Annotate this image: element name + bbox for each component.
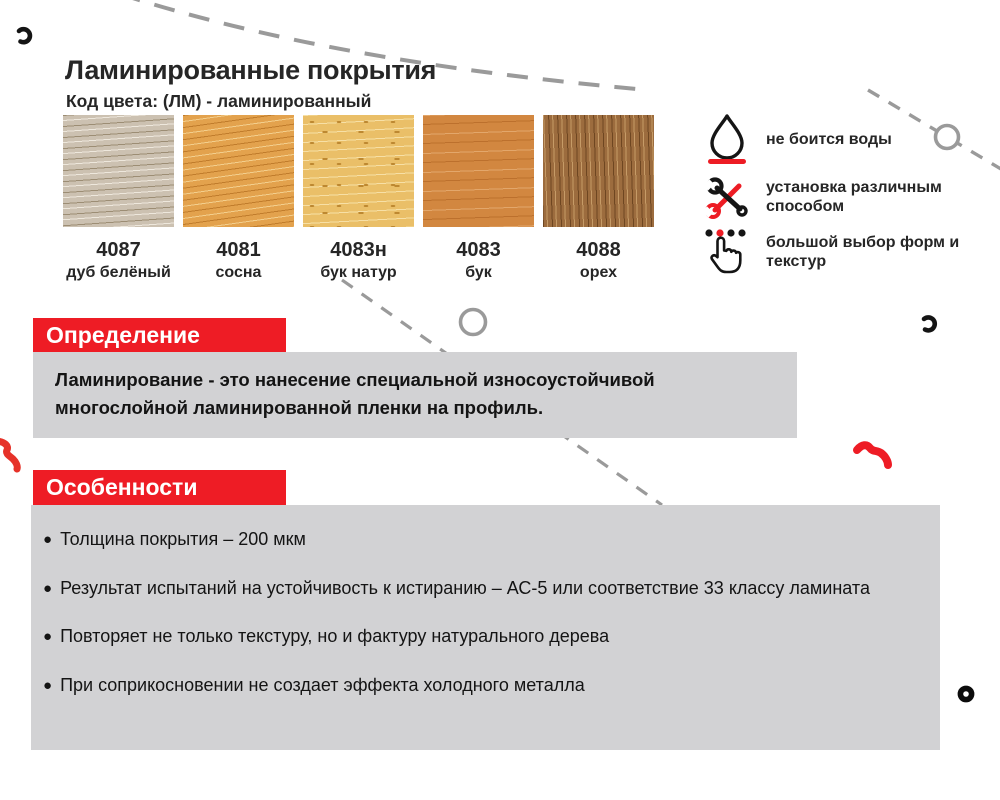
feature-label: большой выбор форм и текстур xyxy=(766,234,960,270)
bullet-icon: ● xyxy=(43,677,53,694)
swatch-4087 xyxy=(63,115,174,282)
bullet-icon: ● xyxy=(43,628,53,645)
swatch-name: дуб белёный xyxy=(66,264,171,281)
feature-row-water xyxy=(704,112,964,166)
feature-label: установка различным способом xyxy=(766,179,942,215)
swatch-4088 xyxy=(543,115,654,282)
swatch-name: бук натур xyxy=(320,264,397,281)
swatch-name: орех xyxy=(579,264,618,281)
feature-row-install xyxy=(704,175,964,219)
swatch-name: бук xyxy=(465,264,492,281)
definition-heading: Определение xyxy=(33,318,286,353)
feature-bullet-item xyxy=(43,525,888,555)
feature-bullet-item xyxy=(43,671,888,701)
feature-label: не боится воды xyxy=(766,130,892,148)
swatch-code: 4081 xyxy=(216,239,261,261)
hand-pointer-icon xyxy=(704,228,750,276)
definition-text: Ламинирование - это нанесение специальной износоустойчивой многослойной ламинированной пленки на профиль. xyxy=(55,369,655,418)
subtitle-suffix: - ламинированный xyxy=(201,91,372,111)
definition-panel xyxy=(33,352,797,438)
feature-text: При соприкосновении не создает эффекта холодного металла xyxy=(60,675,585,695)
wood-sample-tile xyxy=(63,115,174,227)
feature-bullet-item xyxy=(43,622,888,652)
swatch-code: 4087 xyxy=(96,239,141,261)
features-heading: Особенности xyxy=(33,470,286,505)
feature-text: Толщина покрытия – 200 мкм xyxy=(60,529,306,549)
wood-sample-tile xyxy=(423,115,534,227)
color-code-subtitle xyxy=(66,91,371,112)
swatch-code: 4088 xyxy=(576,239,621,261)
swatch-4081 xyxy=(183,115,294,282)
feature-text: Результат испытаний на устойчивость к истиранию – АС-5 или соответствие 33 классу ламината xyxy=(60,578,870,598)
feature-row-choice xyxy=(704,228,964,276)
swatch-name: сосна xyxy=(215,264,262,281)
page-title: Ламинированные покрытия xyxy=(65,55,437,85)
wood-sample-tile xyxy=(303,115,414,227)
subtitle-prefix: Код цвета: xyxy=(66,91,163,111)
swatch-code: 4083 xyxy=(456,239,501,261)
wood-sample-tile xyxy=(543,115,654,227)
swatch-4083 xyxy=(423,115,534,282)
icon-feature-list xyxy=(704,112,964,276)
bullet-icon: ● xyxy=(43,531,53,548)
crossed-wrenches-icon xyxy=(704,175,750,219)
subtitle-code: (ЛМ) xyxy=(162,91,202,111)
water-drop-icon xyxy=(704,112,750,166)
bullet-icon: ● xyxy=(43,580,53,597)
feature-bullet-item xyxy=(43,574,888,604)
swatch-code: 4083н xyxy=(330,239,387,261)
feature-text: Повторяет не только текстуру, но и фактуру натурального дерева xyxy=(60,626,610,646)
wood-sample-tile xyxy=(183,115,294,227)
swatch-row xyxy=(63,115,654,282)
features-panel xyxy=(31,505,940,750)
swatch-4083n xyxy=(303,115,414,282)
